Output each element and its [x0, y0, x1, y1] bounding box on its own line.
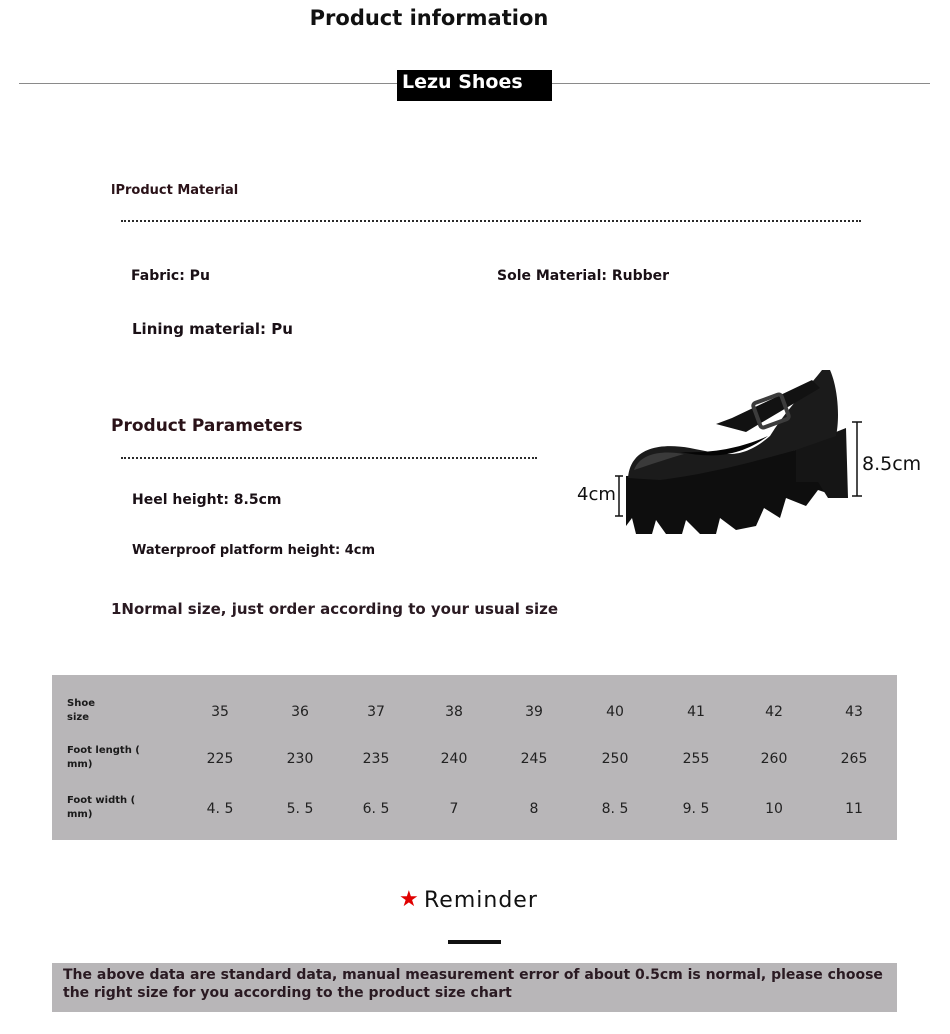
platform-dimension-marker — [577, 476, 623, 516]
table-cell: 250 — [601, 751, 629, 767]
table-cell: 38 — [445, 704, 463, 720]
table-cell: 43 — [845, 704, 863, 720]
shoe-image — [626, 370, 848, 534]
row-label-line: mm) — [67, 809, 93, 820]
reminder-title: Reminder — [424, 888, 538, 913]
table-row-label — [67, 697, 167, 725]
dotted-divider — [121, 457, 537, 459]
table-cell: 7 — [449, 801, 459, 817]
heel-dimension-label: 8.5cm — [862, 453, 922, 475]
row-label-line: mm) — [67, 759, 93, 770]
table-cell: 42 — [765, 704, 783, 720]
table-cell: 6. 5 — [362, 801, 390, 817]
heel-dimension-marker — [852, 422, 921, 496]
table-cell: 235 — [362, 751, 390, 767]
table-cell: 4. 5 — [206, 801, 234, 817]
table-cell: 41 — [687, 704, 705, 720]
table-cell: 225 — [206, 751, 234, 767]
parameters-section-title: Product Parameters — [111, 416, 303, 436]
heel-height-spec: Heel height: 8.5cm — [132, 492, 282, 508]
row-label-line: Foot width ( — [67, 795, 136, 806]
dotted-divider — [121, 220, 861, 222]
lining-spec: Lining material: Pu — [132, 320, 293, 338]
table-cell: 11 — [845, 801, 863, 817]
size-chart-table — [52, 675, 897, 840]
row-label-line: Foot length ( — [67, 745, 140, 756]
table-row-label — [67, 744, 167, 772]
table-cell: 37 — [367, 704, 385, 720]
table-cell: 245 — [520, 751, 548, 767]
material-section-title: lProduct Material — [111, 183, 239, 198]
table-cell: 35 — [211, 704, 229, 720]
row-label-line: size — [67, 712, 89, 723]
table-cell: 255 — [682, 751, 710, 767]
table-cell: 8. 5 — [601, 801, 629, 817]
table-cell: 40 — [606, 704, 624, 720]
reminder-note: The above data are standard data, manual measurement error of about 0.5cm is normal, please choose the right size for you according to the product size chart — [63, 967, 883, 1001]
table-cell: 265 — [840, 751, 868, 767]
shoe-dimension-figure — [560, 358, 940, 558]
table-cell: 39 — [525, 704, 543, 720]
table-cell: 10 — [765, 801, 783, 817]
sole-spec: Sole Material: Rubber — [497, 268, 670, 284]
table-cell: 260 — [760, 751, 788, 767]
size-advice: 1Normal size, just order according to your usual size — [111, 600, 559, 618]
table-row-label — [67, 794, 167, 822]
row-label-line: Shoe — [67, 698, 95, 709]
table-cell: 230 — [286, 751, 314, 767]
table-cell: 5. 5 — [286, 801, 314, 817]
platform-dimension-label: 4cm — [577, 484, 616, 505]
table-cell: 36 — [291, 704, 309, 720]
fabric-spec: Fabric: Pu — [131, 268, 210, 284]
table-cell: 8 — [529, 801, 539, 817]
table-cell: 9. 5 — [682, 801, 710, 817]
star-icon: ★ — [399, 887, 419, 912]
reminder-underline — [448, 940, 501, 944]
table-cell: 240 — [440, 751, 468, 767]
page-title: Product information — [309, 6, 549, 30]
brand-name: Lezu Shoes — [402, 71, 523, 93]
platform-height-spec: Waterproof platform height: 4cm — [132, 543, 375, 558]
